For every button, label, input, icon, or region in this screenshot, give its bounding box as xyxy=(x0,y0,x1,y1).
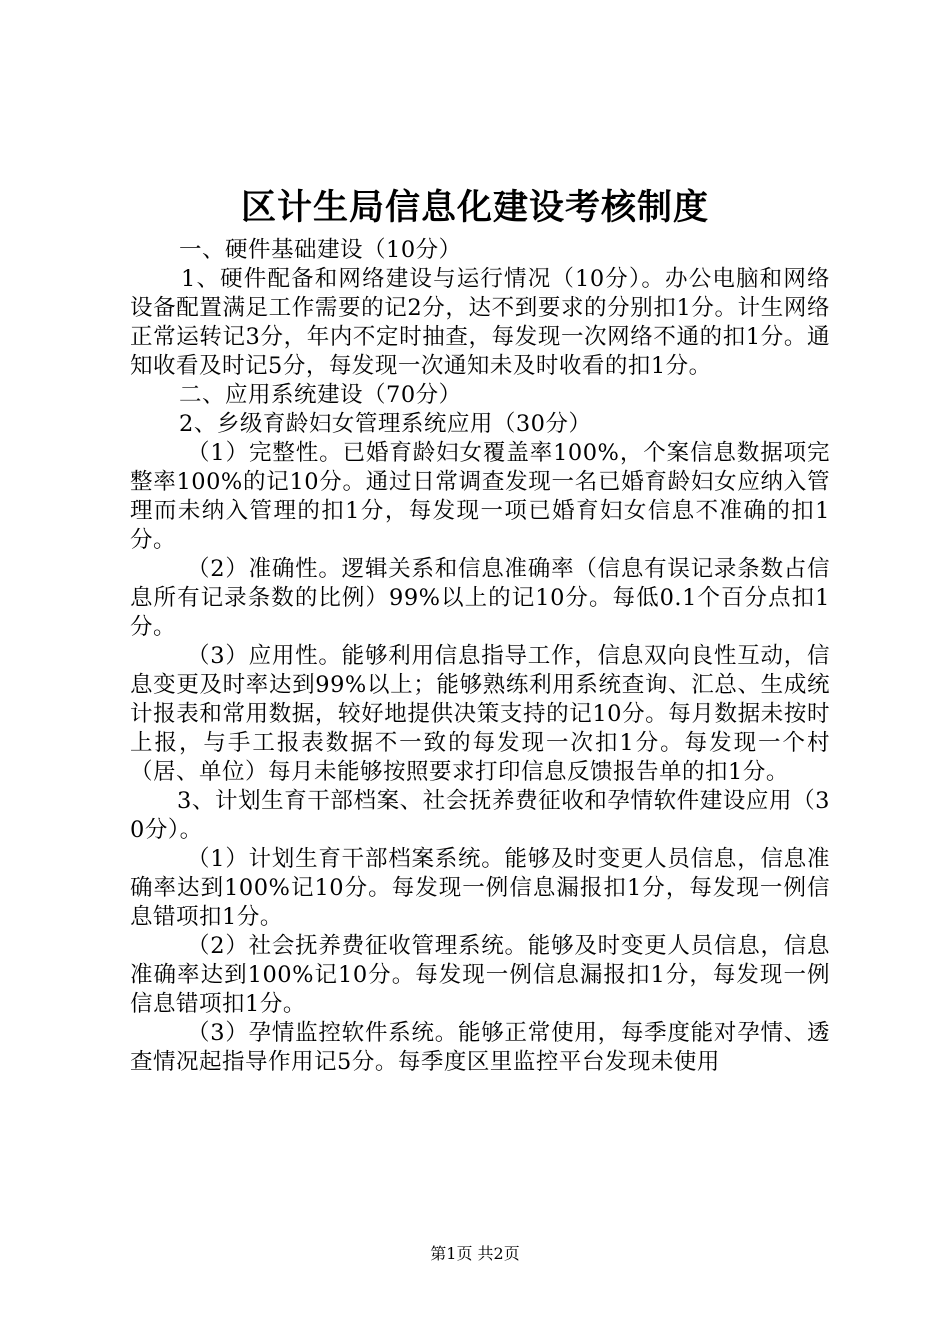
paragraph: 1、硬件配备和网络建设与运行情况（10分）。办公电脑和网络设备配置满足工作需要的记2分，达不到要求的分别扣1分。计生网络正常运转记3分，年内不定时抽查，每发现一次网络不通的扣1分。通知收看及时记5分，每发现一次通知未及时收看的扣1分。 xyxy=(130,266,830,379)
paragraph: （2）社会抚养费征收管理系统。能够及时变更人员信息，信息准确率达到100%记10分。每发现一例信息漏报扣1分，每发现一例信息错项扣1分。 xyxy=(130,933,830,1017)
paragraph: 二、应用系统建设（70分） xyxy=(179,382,462,408)
paragraph: 3、计划生育干部档案、社会抚养费征收和孕情软件建设应用（30分）。 xyxy=(130,788,830,843)
paragraph: （3）应用性。能够利用信息指导工作，信息双向良性互动，信息变更及时率达到99%以上；能够熟练利用系统查询、汇总、生成统计报表和常用数据，较好地提供决策支持的记10分。每月数据未按时上报，与手工报表数据不一致的每发现一次扣1分。每发现一个村（居、单位）每月未能够按照要求打印信息反馈报告单的扣1分。 xyxy=(130,643,830,785)
paragraph: （2）准确性。逻辑关系和信息准确率（信息有误记录条数占信息所有记录条数的比例）99%以上的记10分。每低0.1个百分点扣1分。 xyxy=(130,556,830,640)
page-number-footer: 第1页 共2页 xyxy=(430,1244,520,1263)
paragraph: （1）计划生育干部档案系统。能够及时变更人员信息，信息准确率达到100%记10分。每发现一例信息漏报扣1分，每发现一例信息错项扣1分。 xyxy=(130,846,830,930)
paragraph: （3）孕情监控软件系统。能够正常使用，每季度能对孕情、透查情况起指导作用记5分。每季度区里监控平台发现未使用 xyxy=(130,1020,830,1075)
paragraph: 2、乡级育龄妇女管理系统应用（30分） xyxy=(179,411,592,437)
document-body xyxy=(130,236,830,1077)
paragraph: （1）完整性。已婚育龄妇女覆盖率100%，个案信息数据项完整率100%的记10分。通过日常调查发现一名已婚育龄妇女应纳入管理而未纳入管理的扣1分，每发现一项已婚育妇女信息不准确的扣1分。 xyxy=(130,440,830,553)
document-title: 区计生局信息化建设考核制度 xyxy=(240,188,709,228)
paragraph: 一、硬件基础建设（10分） xyxy=(179,237,462,263)
